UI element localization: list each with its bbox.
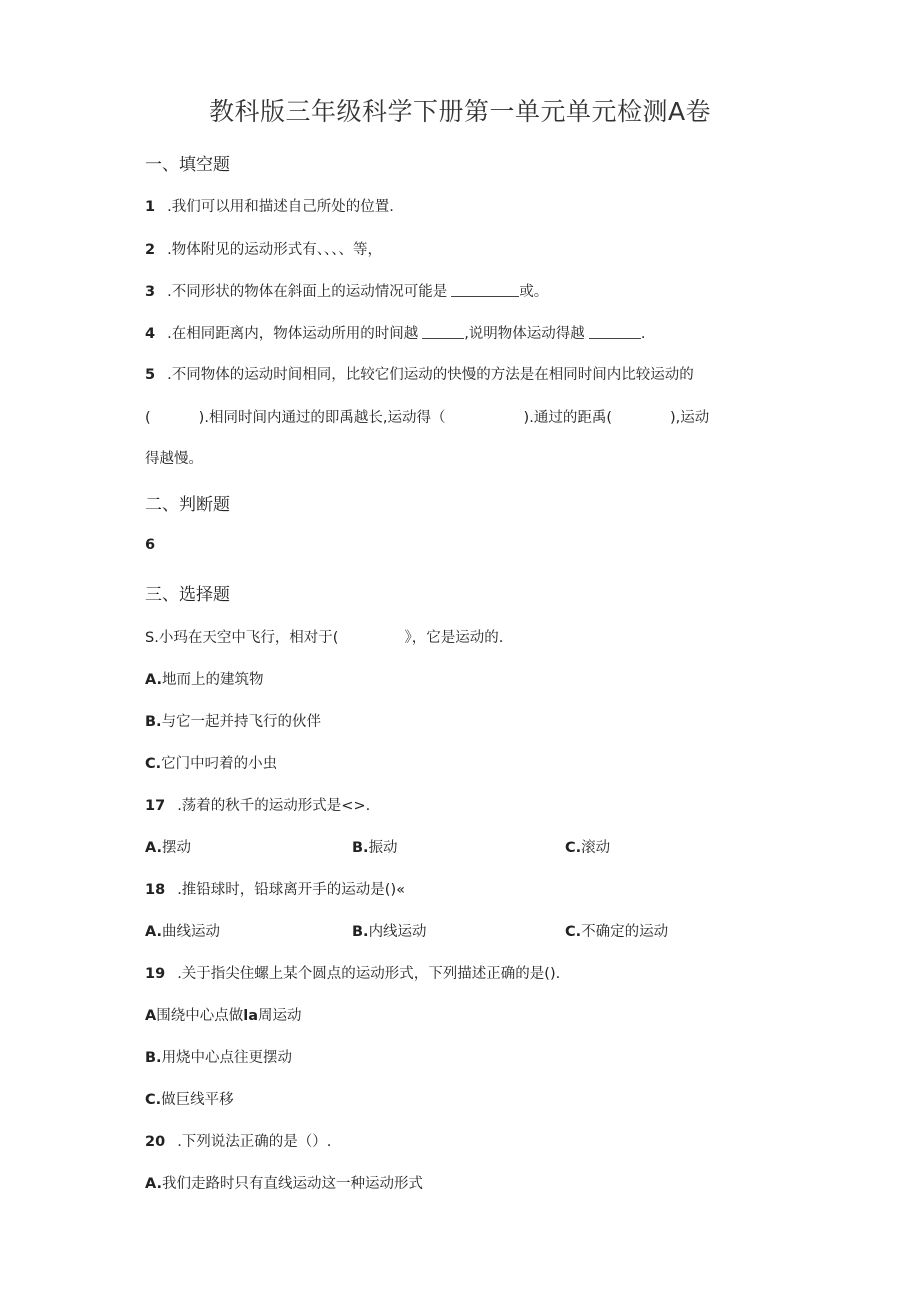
option-a[interactable]: A.我们走路时只有直线运动这一种运动形式 [145,1176,423,1192]
question-number: 4 [145,326,156,342]
question-number: 18 [145,882,166,898]
question-number: 2 [145,242,156,258]
question-number: 1 [145,199,156,215]
question-18 [145,878,405,899]
question-text: .在相同距离内，物体运动所用的时间越 [167,326,419,342]
question-17 [145,794,370,815]
question-text: .推铅球时，铅球离开手的运动是()« [177,882,405,898]
option-a[interactable]: A围绕中心点做la周运动 [145,1008,302,1024]
option-a[interactable]: A.摆动 [145,840,191,856]
answer-blank[interactable] [589,324,641,339]
question-text: ).相同时间内通过的即禹越长,运动得（ [198,410,446,426]
option-b[interactable]: B.内线运动 [352,924,427,940]
question-text: . [640,326,646,342]
question-5-line-3: 得越慢。 [145,451,203,467]
question-text: ( [145,410,151,426]
option-b[interactable]: B.振动 [352,840,398,856]
question-text: ,说明物体运动得越 [464,326,585,342]
question-20 [145,1130,331,1151]
question-5 [145,363,694,384]
question-2 [145,238,382,259]
section-multiple-choice: 三、选择题 [145,585,230,605]
question-6: 6 [145,537,156,553]
question-text: .不同形状的物体在斜面上的运动情况可能是 [167,284,448,300]
question-text: .我们可以用和描述自己所处的位置. [167,199,394,215]
question-5-line-2 [145,406,709,427]
question-text: S.小玛在天空中飞行，相对于( [145,630,339,646]
question-choice-1 [145,626,503,647]
option-a[interactable]: A.曲线运动 [145,924,220,940]
question-text: 》，它是运动的. [404,630,504,646]
option-a[interactable]: A.地而上的建筑物 [145,672,264,688]
question-number: 20 [145,1134,166,1150]
question-1 [145,195,394,216]
option-c[interactable]: C.它门中叼着的小虫 [145,756,278,772]
section-fill-blank: 一、填空题 [145,155,230,175]
option-c[interactable]: C.滚动 [565,840,611,856]
question-text: .荡着的秋千的运动形式是<>. [177,798,371,814]
question-number: 3 [145,284,156,300]
option-b[interactable]: B.与它一起并持飞行的伙伴 [145,714,322,730]
question-text: 或。 [519,284,549,300]
question-text: .不同物体的运动时间相同，比较它们运动的快慢的方法是在相同时间内比较运动的 [167,367,694,383]
question-3 [145,280,548,301]
question-text: ),运动 [669,410,710,426]
option-b[interactable]: B.用烧中心点往更摆动 [145,1050,293,1066]
option-c[interactable]: C.不确定的运动 [565,924,669,940]
question-number: 17 [145,798,166,814]
option-c[interactable]: C.做巨线平移 [145,1092,234,1108]
question-text: .关于指尖住螺上某个圆点的运动形式，下列描述正确的是(). [177,966,561,982]
question-number: 19 [145,966,166,982]
section-true-false: 二、判断题 [145,495,230,515]
answer-blank[interactable] [422,324,464,339]
page-title: 教科版三年级科学下册第一单元单元检测A卷 [208,97,712,126]
question-19 [145,962,560,983]
question-text: .下列说法正确的是（）. [177,1134,332,1150]
question-text: .物体附见的运动形式有、、、、等， [167,242,382,258]
answer-blank[interactable] [451,282,519,297]
question-text: ).通过的距禹( [523,410,612,426]
question-number: 5 [145,367,156,383]
question-4 [145,322,645,343]
